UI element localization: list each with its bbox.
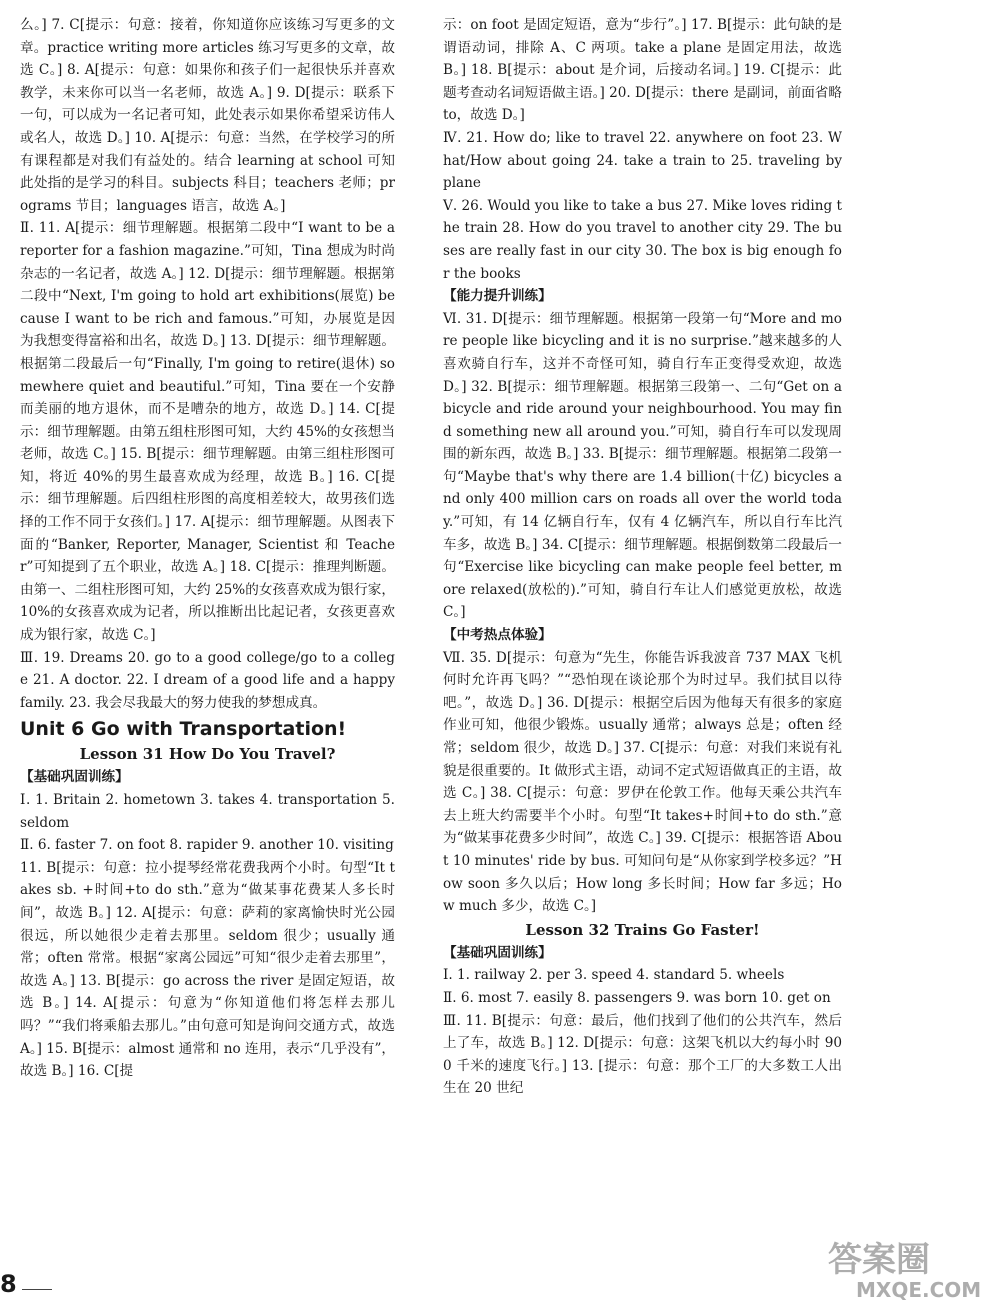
answer-block: Ⅱ. 6. most 7. easily 8. passengers 9. was born 10. get on: [443, 989, 831, 1006]
watermark-en: MXQE.COM: [856, 1278, 982, 1302]
page-number-rule: [22, 1289, 52, 1290]
lesson-title: Lesson 32 Trains Go Faster!: [525, 920, 760, 939]
right-column: [443, 14, 842, 1100]
section-label: 【基础巩固训练】: [20, 769, 129, 786]
unit-title: Unit 6 Go with Transportation!: [20, 718, 347, 741]
lesson-title: Lesson 31 How Do You Travel?: [79, 745, 336, 764]
answer-block: Ⅲ. 11. B[提示：句意：最后，他们找到了他们的公共汽车，然后上了车，故选 B。] 12. D[提示：句意：这架飞机以大约每小时 900 千米的速度飞行。] 13. [提示：句意：那个工厂的大多数工人出生在 20 世纪: [443, 1012, 842, 1097]
answer-block: Ⅵ. 31. D[提示：细节理解题。根据第一段第一句“More and more people like bicycling and it is no surprise.”越来越多的人喜欢骑自行车，这并不奇怪可知，骑自行车正变得受欢迎，故选 D。] 32. B[提示：细节理解题。根据第三段第一、二句“Get on a bicycle and ride around your neighbourhood. You may find something new all around you.”可知，骑自行车可以发现周围的新东西，故选 B。] 33. B[提示：细节理解题。根据第二段第一句“Maybe that's why there are 1.4 billion(十亿) bicycles and only 400 million cars on roads all over the world today.”可知，有 14 亿辆自行车，仅有 4 亿辆汽车，所以自行车比汽车多，故选 B。] 34. C[提示：细节理解题。根据倒数第二段最后一句“Exercise like bicycling can make people feel better, more relaxed(放松的).”可知，骑自行车让人们感觉更放松，故选 C。]: [443, 310, 842, 621]
answer-block: 11. B[提示：句意：拉小提琴经常花费我两个小时。句型“It takes sb. +时间+to do sth.”意为“做某事花费某人多长时间”，故选 B。] 12. A[提示：句意：萨莉的家离愉快时光公园很远，所以她很少走着去那里。seldom 很少；usually 通常；often 常常。根据“家离公园远”可知“很少走着去那里”，故选 A。] 13. B[提示：go across the river 是固定短语，故选 B。] 14. A[提示：句意为“你知道他们将怎样去那儿吗？”“我们将乘船去那儿。”由句意可知是询问交通方式，故选 A。] 15. B[提示：almost 通常和 no 连用，表示“几乎没有”，故选 B。] 16. C[提: [20, 859, 395, 1080]
answer-block: Ⅳ. 21. How do; like to travel 22. anywhere on foot 23. What/How about going 24. take a train to 25. traveling by plane: [443, 129, 842, 192]
watermark-cn: 答案圈: [828, 1240, 930, 1280]
answer-block: 么。] 7. C[提示：句意：接着，你知道你应该练习写更多的文章。practice writing more articles 练习写更多的文章，故选 C。] 8. A[提示：句意：如果你和孩子们一起很快乐并喜欢教学，未来你可以当一名老师，故选 A。] 9. D[提示：联系下一句，可以成为一名记者可知，此处表示如果你希望采访伟人或名人，故选 D。] 10. A[提示：句意：当然，在学校学习的所有课程都是对我们有益处的。结合 learning at school 可知此处指的是学习的科目。subjects 科目；teachers 老师；programs 节目；languages 语言，故选 A。]: [20, 17, 395, 214]
answer-block: Ⅱ. 11. A[提示：细节理解题。根据第二段中“I want to be a reporter for a fashion magazine.”可知，Tina 想成为时尚杂志的一名记者，故选 A。] 12. D[提示：细节理解题。根据第二段中“Next, I'm going to hold art exhibitions(展览) because I want to be rich and famous.”可知，办展览是因为我想变得富裕和出名，故选 D。] 13. D[提示：细节理解题。根据第二段最后一句“Finally, I'm going to retire(退休) somewhere quiet and beautiful.”可知，Tina 要在一个安静而美丽的地方退休，而不是嘈杂的地方，故选 D。] 14. C[提示：细节理解题。由第五组柱形图可知，大约 45%的女孩想当老师，故选 C。] 15. B[提示：细节理解题。由第三组柱形图可知，将近 40%的男生最喜欢成为经理，故选 B。] 16. C[提示：细节理解题。后四组柱形图的高度相差较大，故男孩们选择的工作不同于女孩们。] 17. A[提示：细节理解题。从图表下面的“Banker, Reporter, Manager, Scientist 和 Teacher”可知提到了五个职业，故选 A。] 18. C[提示：推理判断题。由第一、二组柱形图可知，大约 25%的女孩喜欢成为银行家，10%的女孩喜欢成为记者，所以推断出比起记者，女孩更喜欢成为银行家，故选 C。]: [20, 220, 395, 644]
answer-block: Ⅰ. 1. Britain 2. hometown 3. takes 4. transportation 5. seldom: [20, 792, 395, 831]
answer-block: Ⅲ. 19. Dreams 20. go to a good college/go to a college 21. A doctor. 22. I dream of a good life and a happy family. 23. 我会尽我最大的努力使我的梦想成真。: [20, 649, 395, 711]
watermark-logo: [822, 1231, 992, 1303]
section-label: 【能力提升训练】: [443, 288, 552, 305]
answer-block: Ⅰ. 1. railway 2. per 3. speed 4. standard 5. wheels: [443, 967, 785, 984]
section-label: 【中考热点体验】: [443, 627, 552, 644]
page-number: 8: [0, 1270, 17, 1298]
answer-block: 示：on foot 是固定短语，意为“步行”。] 17. B[提示：此句缺的是谓语动词，排除 A、C 两项。take a plane 是固定用法，故选 B。] 18. B[提示：about 是介词，后接动名词。] 19. C[提示：此题考查动名词短语做主语。] 20. D[提示：there 是副词，前面省略 to，故选 D。]: [443, 17, 842, 124]
answer-block: Ⅱ. 6. faster 7. on foot 8. rapider 9. another 10. visiting: [20, 837, 394, 854]
left-column: [20, 14, 395, 1083]
answer-block: Ⅴ. 26. Would you like to take a bus 27. Mike loves riding the train 28. How do you travel to another city 29. The buses are really fast in our city 30. The box is big enough for the books: [443, 197, 842, 282]
section-label: 【基础巩固训练】: [443, 944, 552, 961]
answer-block: Ⅶ. 35. D[提示：句意为“先生，你能告诉我波音 737 MAX 飞机何时允许再飞吗？”“恐怕现在谈论那个为时过早。我们拭目以待吧。”，故选 D。] 36. D[提示：根据空后因为他每天有很多的家庭作业可知，他很少锻炼。usually 通常；always 总是；often 经常；seldom 很少，故选 D。] 37. C[提示：句意：对我们来说有礼貌是很重要的。It 做形式主语，动词不定式短语做真正的主语，故选 C。] 38. C[提示：句意：罗伊在伦敦工作。他每天乘公共汽车去上班大约需要半个小时。句型“It takes+时间+to do sth.”意为“做某事花费多少时间”，故选 C。] 39. C[提示：根据答语 About 10 minutes' ride by bus. 可知问句是“从你家到学校多远？”How soon 多久以后；How long 多长时间；How far 多远；How much 多少，故选 C。]: [443, 649, 842, 915]
